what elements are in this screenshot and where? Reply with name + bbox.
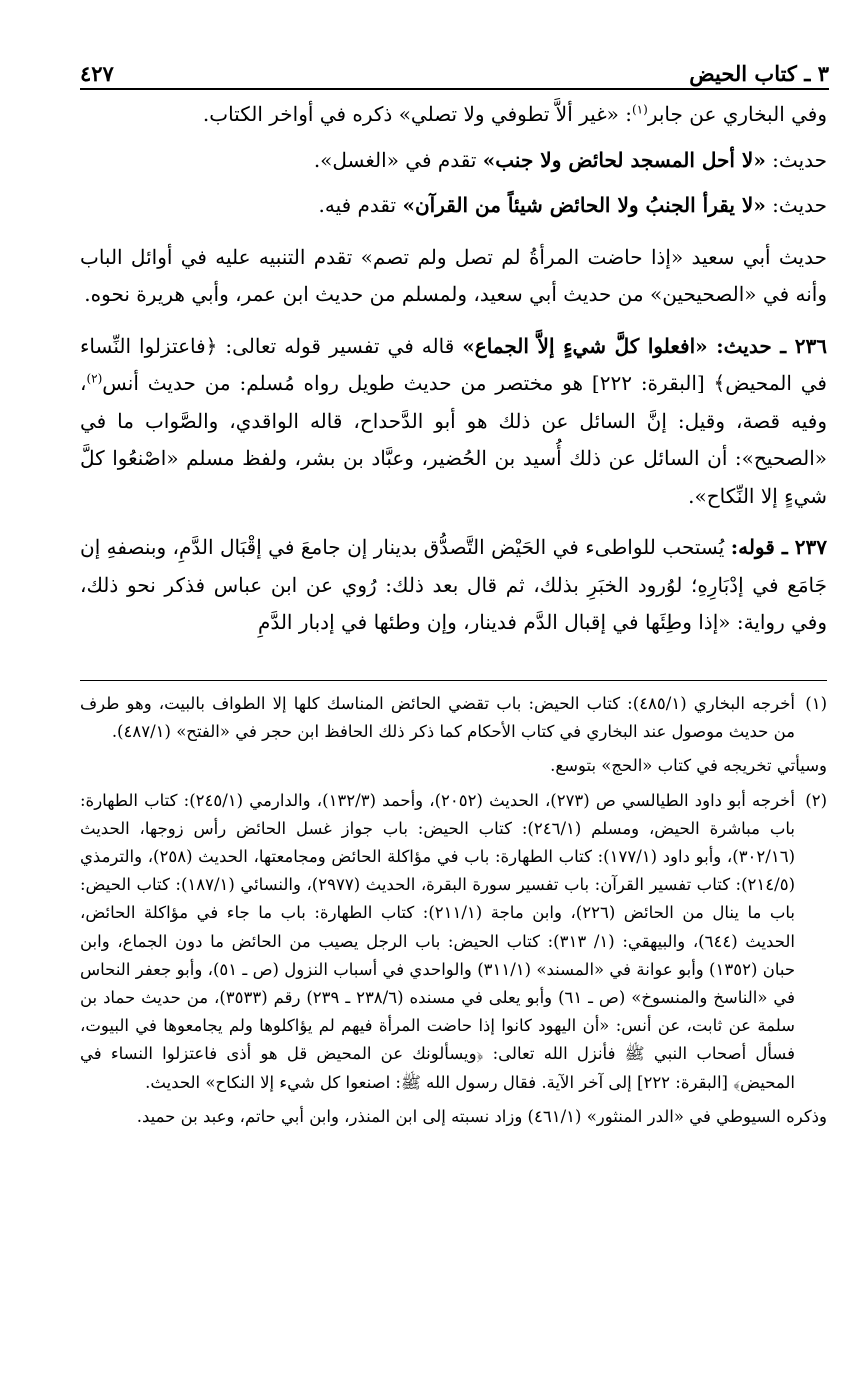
footnote-number: (٢) xyxy=(805,790,827,810)
footnote-1 xyxy=(80,690,827,746)
header-rule xyxy=(80,88,829,90)
hadith-number-heading: ٢٣٦ ـ حديث: «افعلوا كلَّ شيءٍ إلاَّ الجماع» xyxy=(462,333,828,358)
footnote-2 xyxy=(80,787,827,1097)
footnote-number: (١) xyxy=(805,694,827,713)
footnote-text: أخرجه أبو داود الطيالسي ص (٢٧٣)، الحديث (٢٠٥٢)، وأحمد (١٣٢/٣)، والدارمي (٢٤٥/١): كتاب الطهارة: باب مباشرة الحيض، ومسلم (٢٤٦/١): كتاب الحيض: باب جواز غسل الحائض رأس زوجها، الحديث (٣٠٢/١٦)، وأبو داود (١٧٧/١): كتاب الطهارة: باب في مؤاكلة الحائض ومجامعتها، الحديث (٢٥٨)، والترمذي (٢١٤/٥): كتاب تفسير القرآن: باب تفسير سورة البقرة، الحديث (٢٩٧٧)، والنسائي (١٨٧/١): كتاب الحيض: باب ما ينال من الحائض (٢٢٦)، وابن ماجة (٢١١/١): كتاب الطهارة: باب ما جاء في مؤاكلة الحائض، الحديث (٦٤٤)، والبيهقي: (١/ ٣١٣): كتاب الحيض: باب الرجل يصيب من الحائض ما دون الجماع، وابن حبان (١٣٥٢) وأبو عوانة في «المسند» (٣١١/١) والواحدي في أسباب النزول (ص ـ ٥١)، وأبو جعفر النحاس في «الناسخ والمنسوخ» (ص ـ ٦١) وأبو يعلى في مسنده (٢٣٨/٦ ـ ٢٣٩) رقم (٣٥٣٣)، من حديث حماد بن سلمة عن ثابت، عن أنس: «أن اليهود كانوا إذا حاضت المرأة فيهم لم يؤاكلوها ولم يجامعوها في البيوت، فسأل أصحاب النبي ﷺ فأنزل الله تعالى: ﴿ويسألونك عن المحيض قل هو أذى فاعتزلوا النساء في المحيض﴾ [البقرة: ٢٢٢] إلى آخر الآية. فقال رسول الله ﷺ: اصنعوا كل شيء إلا النكاح» الحديث. xyxy=(80,790,796,1092)
paragraph-236 xyxy=(80,328,827,516)
paragraph-hadith-quran xyxy=(80,187,827,225)
paragraph-text: قاله في تفسير قوله تعالى: ﴿فاعتزلوا النِّساء في المحيض﴾ [البقرة: ٢٢٢] هو مختصر من حديث طويل رواه مُسلم: من حديث أنس xyxy=(80,333,827,395)
footnote-ref-1[interactable]: (١) xyxy=(631,102,648,117)
paragraph-text: وفي البخاري عن جابر xyxy=(647,102,827,126)
paragraph-text-rest: تقدم فيه. xyxy=(318,193,403,217)
page-number: ٤٢٧ xyxy=(80,61,114,86)
paragraph-text: يُستحب للواطىء في الحَيْض التَّصدُّق بدينار إن جامعَ في إقْبَال الدَّمِ، وبنصفهِ إن جَامَع في إدْبَارِهِ؛ لوُرود الخبَرِ بذلك، ثم قال بعد ذلك: رُوي عن ابن عباس فذكر نحو ذلك، وفي رواية: «إذا وطِئَها في إقبال الدَّم فدينار، وإن وطئها في إدبار الدَّمِ xyxy=(80,535,827,634)
paragraph-text-rest: تقدم في «الغسل». xyxy=(313,147,483,172)
main-text xyxy=(80,96,827,656)
footnotes xyxy=(80,690,827,1137)
paragraph-text-rest: ، وفيه قصة، وقيل: إنَّ السائل عن ذلك هو أبو الدَّحداح، قاله الواقدي، والصَّواب ما في «الصحيح»: أن السائل عن ذلك أُسيد بن الحُضير، وعبَّاد بن بشر، ولفظ مسلم «اصْنعُوا كلَّ شيءٍ إلا النِّكاح». xyxy=(80,371,827,508)
chapter-title: ٣ ـ كتاب الحيض xyxy=(689,61,829,86)
hadith-lead: حديث: xyxy=(765,193,827,217)
paragraph-237 xyxy=(80,529,827,642)
footnote-1-note: وسيأتي تخريجه في كتاب «الحج» بتوسع. xyxy=(550,756,827,776)
footnote-separator xyxy=(80,680,827,681)
hadith-quote: «لا يقرأ الجنبُ ولا الحائض شيئاً من القرآن» xyxy=(402,193,766,217)
hadith-lead: حديث: xyxy=(765,147,827,172)
footnote-2-note: وذكره السيوطي في «الدر المنثور» (٤٦١/١) وزاد نسبته إلى ابن المنذر، وابن أبي حاتم، وعبد بن حميد. xyxy=(136,1106,827,1126)
paragraph-bukhari-jabir xyxy=(80,96,827,134)
footnote-text: أخرجه البخاري (٤٨٥/١): كتاب الحيض: باب تقضي الحائض المناسك كلها إلا الطواف بالبيت، وهو طرف من حديث موصول عند البخاري في كتاب الأحكام كما ذكر ذلك الحافظ ابن حجر في «الفتح» (٤٨٧/١). xyxy=(80,694,796,742)
running-header xyxy=(80,48,829,86)
hadith-number-heading: ٢٣٧ ـ قوله: xyxy=(730,535,827,559)
paragraph-abu-said: حديث أبي سعيد «إذا حاضت المرأةُ لم تصل ولم تصم» تقدم التنبيه عليه في أوائل الباب وأنه في «الصحيحين» من حديث أبي سعيد، ولمسلم من حديث ابن عمر، وأبي هريرة نحوه. xyxy=(80,244,827,306)
footnote-ref-2[interactable]: (٢) xyxy=(86,371,103,386)
paragraph-hadith-masjid xyxy=(80,142,827,180)
hadith-quote: «لا أحل المسجد لحائض ولا جنب» xyxy=(482,147,766,172)
paragraph-text-rest: : «غير ألاَّ تطوفي ولا تصلي» ذكره في أواخر الكتاب. xyxy=(202,102,632,126)
